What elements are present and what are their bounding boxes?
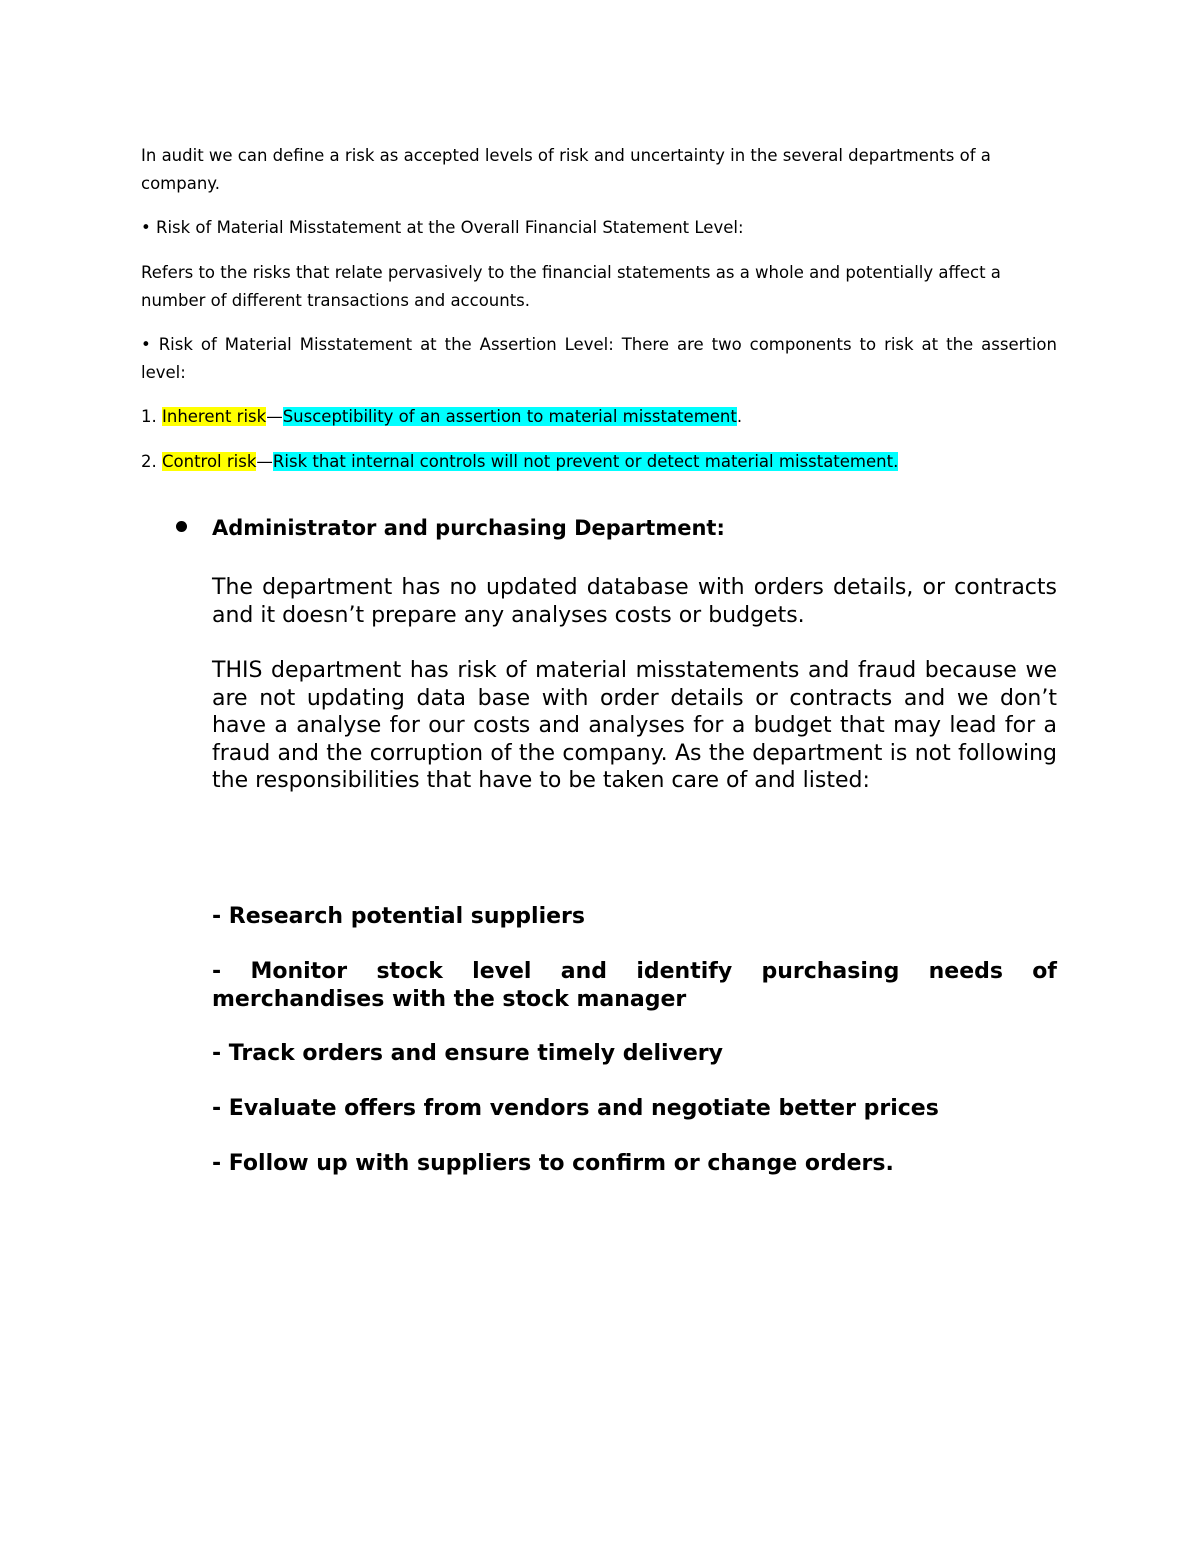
department-paragraph-1: The department has no updated database with orders details, or contracts and it doesn’t prepare any analyses costs or budgets. [212,575,1057,628]
responsibility-item: - Research potential suppliers [212,904,585,929]
list-item-inherent-risk [141,403,1057,431]
department-heading: Administrator and purchasing Department: [212,516,725,540]
responsibility-item: - Follow up with suppliers to confirm or change orders. [212,1151,894,1176]
term-highlight: Inherent risk [162,407,267,426]
em-dash: — [266,407,283,426]
period: . [736,407,743,426]
responsibility-item: - Evaluate offers from vendors and negotiate better prices [212,1096,939,1121]
department-paragraph-2: THIS department has risk of material misstatements and fraud because we are not updating data base with order details or contracts and we don’t have a analyse for our costs and analyses for a budget that may lead for a fraud and the corruption of the company. As the department is not following the responsibilities that have to be taken care of and listed: [212,658,1057,793]
bullet-icon [176,521,187,532]
responsibility-item: - Track orders and ensure timely delivery [212,1041,723,1066]
list-number: 2. [141,452,162,471]
assertion-level-heading: • Risk of Material Misstatement at the Assertion Level: There are two components to risk at the assertion level: [141,335,1057,382]
definition-highlight: Susceptibility of an assertion to material misstatement [282,407,737,426]
overall-level-heading: • Risk of Material Misstatement at the Overall Financial Statement Level: [141,218,744,237]
list-item-control-risk [141,448,1057,476]
definition-highlight: Risk that internal controls will not prevent or detect material misstatement. [272,452,899,471]
term-highlight: Control risk [162,452,257,471]
intro-paragraph: In audit we can define a risk as accepted levels of risk and uncertainty in the several departments of a company. [141,146,991,193]
overall-level-description: Refers to the risks that relate pervasively to the financial statements as a whole and potentially affect a number of different transactions and accounts. [141,263,1001,310]
list-number: 1. [141,407,162,426]
em-dash: — [256,452,273,471]
responsibility-item: - Monitor stock level and identify purchasing needs of merchandises with the stock manager [212,959,1057,1012]
